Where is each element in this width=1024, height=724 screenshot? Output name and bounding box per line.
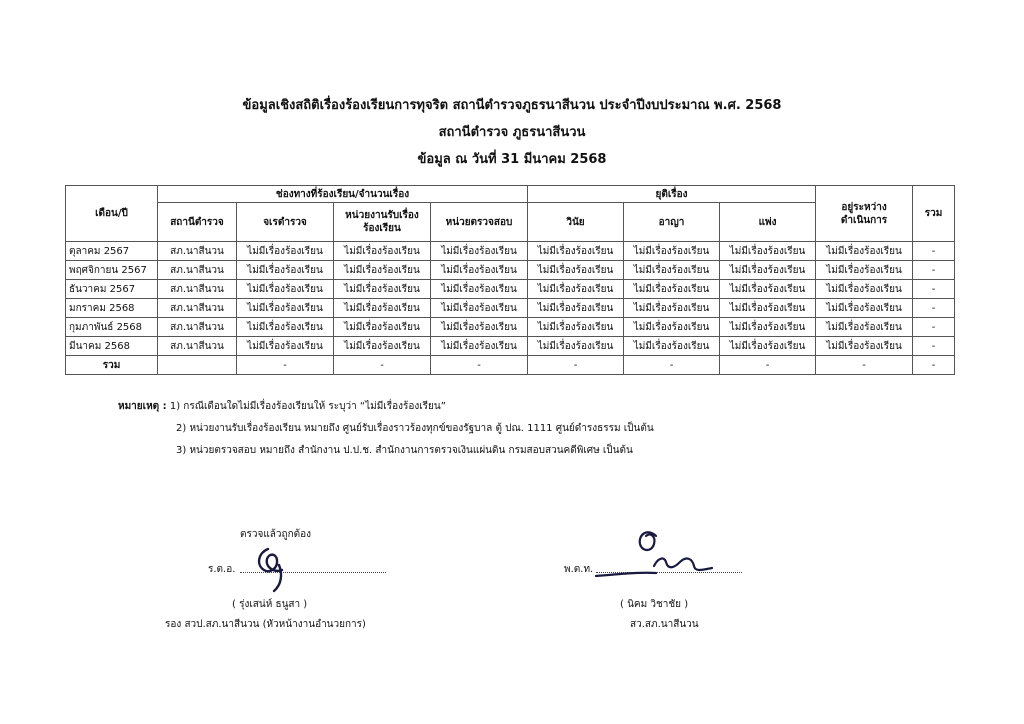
header-pending bbox=[816, 186, 913, 242]
table-cell: ไม่มีเรื่องร้องเรียน bbox=[431, 261, 528, 280]
table-cell: ไม่มีเรื่องร้องเรียน bbox=[720, 318, 816, 337]
total-cell: - bbox=[334, 356, 431, 375]
table-row bbox=[66, 280, 955, 299]
document-titles bbox=[0, 92, 1024, 173]
month-cell: มีนาคม 2568 bbox=[66, 337, 158, 356]
table-cell: ไม่มีเรื่องร้องเรียน bbox=[528, 242, 624, 261]
total-cell: - bbox=[913, 356, 955, 375]
header-criminal: อาญา bbox=[624, 203, 720, 242]
remark-1-row bbox=[118, 396, 654, 418]
total-cell: - bbox=[720, 356, 816, 375]
table-cell: ไม่มีเรื่องร้องเรียน bbox=[528, 318, 624, 337]
table-cell: ไม่มีเรื่องร้องเรียน bbox=[431, 337, 528, 356]
table-cell: ไม่มีเรื่องร้องเรียน bbox=[816, 261, 913, 280]
table-cell: ไม่มีเรื่องร้องเรียน bbox=[816, 242, 913, 261]
table-cell: ไม่มีเรื่องร้องเรียน bbox=[237, 261, 334, 280]
total-cell: - bbox=[624, 356, 720, 375]
table-cell: ไม่มีเรื่องร้องเรียน bbox=[237, 242, 334, 261]
total-label: รวม bbox=[66, 356, 158, 375]
table-cell: ไม่มีเรื่องร้องเรียน bbox=[237, 318, 334, 337]
table-cell: สภ.นาสีนวน bbox=[158, 280, 237, 299]
left-signer-rank: ร.ต.อ. bbox=[208, 564, 236, 575]
left-signer-name: ( รุ่งเสน่ห์ ธนูสา ) bbox=[232, 599, 308, 610]
header-month: เดือน/ปี bbox=[66, 186, 158, 242]
table-cell: ไม่มีเรื่องร้องเรียน bbox=[237, 299, 334, 318]
right-signer-rank: พ.ต.ท. bbox=[564, 564, 594, 575]
table-cell: - bbox=[913, 280, 955, 299]
month-cell: มกราคม 2568 bbox=[66, 299, 158, 318]
month-cell: พฤศจิกายน 2567 bbox=[66, 261, 158, 280]
table-cell: ไม่มีเรื่องร้องเรียน bbox=[528, 261, 624, 280]
table-body bbox=[66, 242, 955, 375]
table-cell: สภ.นาสีนวน bbox=[158, 337, 237, 356]
table-cell: ไม่มีเรื่องร้องเรียน bbox=[624, 261, 720, 280]
remark-item: 3) หน่วยตรวจสอบ หมายถึง สำนักงาน ป.ป.ช. สำนักงานการตรวจเงินแผ่นดิน กรมสอบสวนคดีพิเศษ เป็นต้น bbox=[176, 445, 633, 456]
table-cell: ไม่มีเรื่องร้องเรียน bbox=[720, 261, 816, 280]
table-cell: ไม่มีเรื่องร้องเรียน bbox=[816, 280, 913, 299]
complaint-statistics-table bbox=[65, 185, 955, 375]
table-row bbox=[66, 318, 955, 337]
total-cell: - bbox=[528, 356, 624, 375]
title-station: สถานีตำรวจ ภูธรนาสีนวน bbox=[438, 125, 586, 140]
right-signer-name: ( นิคม วิชาชัย ) bbox=[620, 599, 689, 610]
title-date: ข้อมูล ณ วันที่ 31 มีนาคม 2568 bbox=[417, 152, 607, 167]
right-handwritten-signature bbox=[594, 522, 724, 586]
header-total: รวม bbox=[913, 186, 955, 242]
table-cell: ไม่มีเรื่องร้องเรียน bbox=[237, 280, 334, 299]
table-cell: - bbox=[913, 261, 955, 280]
header-police-station: สถานีตำรวจ bbox=[158, 203, 237, 242]
table-cell: ไม่มีเรื่องร้องเรียน bbox=[334, 280, 431, 299]
header-complaint-agency-text: หน่วยงานรับเรื่องร้องเรียน bbox=[345, 210, 419, 234]
left-handwritten-signature bbox=[250, 543, 300, 595]
table-cell: ไม่มีเรื่องร้องเรียน bbox=[624, 337, 720, 356]
header-audit-unit: หน่วยตรวจสอบ bbox=[431, 203, 528, 242]
header-inspector: จเรตำรวจ bbox=[237, 203, 334, 242]
table-cell: ไม่มีเรื่องร้องเรียน bbox=[624, 318, 720, 337]
table-cell: ไม่มีเรื่องร้องเรียน bbox=[431, 318, 528, 337]
left-signer-position: รอง สวป.สภ.นาสีนวน (หัวหน้างานอำนวยการ) bbox=[165, 619, 366, 630]
table-cell: ไม่มีเรื่องร้องเรียน bbox=[237, 337, 334, 356]
total-cell bbox=[158, 356, 237, 375]
table-cell: ไม่มีเรื่องร้องเรียน bbox=[334, 318, 431, 337]
table-cell: ไม่มีเรื่องร้องเรียน bbox=[431, 299, 528, 318]
table-cell: - bbox=[913, 318, 955, 337]
table-cell: ไม่มีเรื่องร้องเรียน bbox=[528, 299, 624, 318]
month-cell: ตุลาคม 2567 bbox=[66, 242, 158, 261]
table-cell: ไม่มีเรื่องร้องเรียน bbox=[528, 337, 624, 356]
total-row bbox=[66, 356, 955, 375]
table-row bbox=[66, 242, 955, 261]
table-row bbox=[66, 261, 955, 280]
table-cell: ไม่มีเรื่องร้องเรียน bbox=[334, 299, 431, 318]
remark-item: 1) กรณีเดือนใดไม่มีเรื่องร้องเรียนให้ ระบุว่า “ไม่มีเรื่องร้องเรียน” bbox=[169, 401, 446, 412]
table-cell: สภ.นาสีนวน bbox=[158, 261, 237, 280]
remarks bbox=[118, 396, 654, 462]
table-cell: ไม่มีเรื่องร้องเรียน bbox=[431, 242, 528, 261]
header-pending-line1: อยู่ระหว่าง bbox=[841, 201, 887, 213]
table-cell: - bbox=[913, 337, 955, 356]
table-cell: - bbox=[913, 242, 955, 261]
header-resolved: ยุติเรื่อง bbox=[528, 186, 816, 203]
header-discipline: วินัย bbox=[528, 203, 624, 242]
table-cell: ไม่มีเรื่องร้องเรียน bbox=[816, 318, 913, 337]
header-channels: ช่องทางที่ร้องเรียน/จำนวนเรื่อง bbox=[158, 186, 528, 203]
remarks-label: หมายเหตุ : bbox=[118, 401, 167, 412]
header-civil: แพ่ง bbox=[720, 203, 816, 242]
month-cell: ธันวาคม 2567 bbox=[66, 280, 158, 299]
table-cell: สภ.นาสีนวน bbox=[158, 299, 237, 318]
table-cell: ไม่มีเรื่องร้องเรียน bbox=[624, 280, 720, 299]
table-cell: ไม่มีเรื่องร้องเรียน bbox=[816, 337, 913, 356]
table-cell: ไม่มีเรื่องร้องเรียน bbox=[431, 280, 528, 299]
table-cell: สภ.นาสีนวน bbox=[158, 318, 237, 337]
remark-item: 2) หน่วยงานรับเรื่องร้องเรียน หมายถึง ศูนย์รับเรื่องราวร้องทุกข์ของรัฐบาล ตู้ ปณ. 1111 ศูนย์ดำรงธรรม เป็นต้น bbox=[176, 423, 654, 434]
right-signer-position: สว.สภ.นาสีนวน bbox=[630, 619, 699, 630]
table-cell: สภ.นาสีนวน bbox=[158, 242, 237, 261]
table-row bbox=[66, 337, 955, 356]
table-cell: ไม่มีเรื่องร้องเรียน bbox=[624, 299, 720, 318]
total-cell: - bbox=[816, 356, 913, 375]
table-cell: ไม่มีเรื่องร้องเรียน bbox=[720, 299, 816, 318]
table-cell: ไม่มีเรื่องร้องเรียน bbox=[334, 261, 431, 280]
month-cell: กุมภาพันธ์ 2568 bbox=[66, 318, 158, 337]
table-cell: ไม่มีเรื่องร้องเรียน bbox=[334, 337, 431, 356]
total-cell: - bbox=[237, 356, 334, 375]
table-row bbox=[66, 299, 955, 318]
table-cell: - bbox=[913, 299, 955, 318]
table-cell: ไม่มีเรื่องร้องเรียน bbox=[720, 280, 816, 299]
table-cell: ไม่มีเรื่องร้องเรียน bbox=[720, 337, 816, 356]
table-cell: ไม่มีเรื่องร้องเรียน bbox=[624, 242, 720, 261]
total-cell: - bbox=[431, 356, 528, 375]
table-cell: ไม่มีเรื่องร้องเรียน bbox=[334, 242, 431, 261]
title-main: ข้อมูลเชิงสถิติเรื่องร้องเรียนการทุจริต สถานีตำรวจภูธรนาสีนวน ประจำปีงบประมาณ พ.ศ. 2568 bbox=[242, 98, 782, 113]
table-cell: ไม่มีเรื่องร้องเรียน bbox=[816, 299, 913, 318]
header-complaint-agency bbox=[334, 203, 431, 242]
verified-text: ตรวจแล้วถูกต้อง bbox=[240, 529, 312, 540]
table-cell: ไม่มีเรื่องร้องเรียน bbox=[528, 280, 624, 299]
table-cell: ไม่มีเรื่องร้องเรียน bbox=[720, 242, 816, 261]
header-pending-line2: ดำเนินการ bbox=[840, 214, 888, 226]
